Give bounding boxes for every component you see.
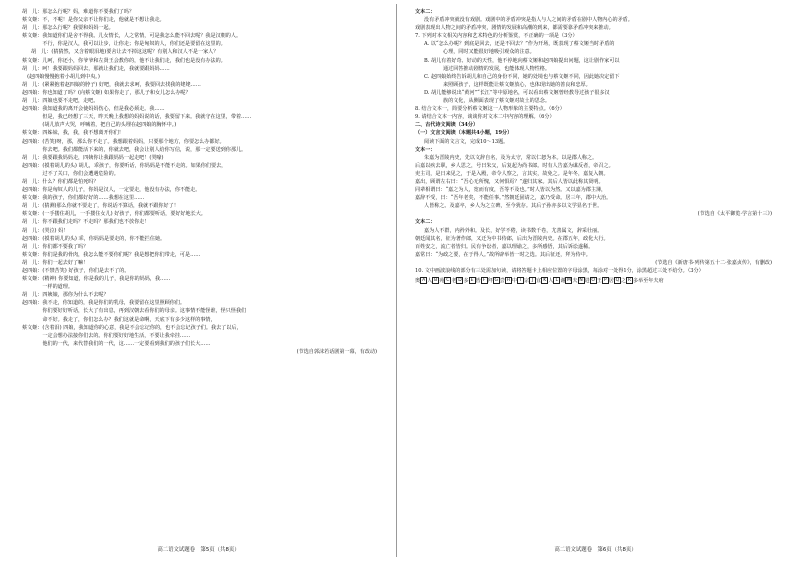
- left-text-line: 你去吧。我们都能活下来的，你就去吧，我会让别人给你写信，说，那一定要送到你那儿。: [22, 146, 247, 153]
- answer-letter-box[interactable]: K: [541, 277, 548, 284]
- answer-letter-box[interactable]: L: [553, 277, 560, 284]
- right-text-line: 9. 请结合文本一内容，谈谈你对文本二中内容的理解。（6分）: [415, 114, 555, 121]
- sequence-char: 老: [451, 278, 457, 285]
- answer-letter-box[interactable]: O: [591, 278, 595, 284]
- sequence-char: 宗: [523, 278, 530, 285]
- sequence-char: 之: [620, 278, 626, 285]
- left-text-line: 蔡文姬：我的孩子，你们都好好的……我想在这里……: [22, 195, 145, 202]
- left-text-line: 胡 儿：你们一起去好了嘛！: [22, 259, 89, 266]
- sequence-char: 夫: [653, 278, 659, 285]
- sequence-char: 府: [658, 278, 664, 285]
- left-text-line: 赵四娘：(摸着胡儿的头) 乖，你妈妈是要走的，你不能拦住她。: [22, 235, 166, 242]
- left-page-footer: 高二语文试题卷 第5页（共8页）: [157, 546, 240, 553]
- left-text-line: 蔡文姬：不，不呢！是你父亲不让你们走，他就是不想让我走。: [22, 17, 165, 24]
- left-text-line: 赵四娘：你是匈奴人的儿子，你妈是汉人，一定要走，他没有办法，你不能走。: [22, 187, 201, 194]
- answer-letter-box[interactable]: A: [422, 278, 426, 284]
- right-text-line: (节选自《太平御览·学言第十三》): [697, 211, 772, 218]
- sequence-char: 至: [643, 278, 649, 285]
- sequence-char: 王: [596, 278, 602, 285]
- right-page-footer: 高二语文试题卷 第6页（共8页）: [554, 546, 637, 553]
- answer-letter-box[interactable]: F: [481, 277, 488, 284]
- right-text-line: 二、古代诗文阅读（34分）: [415, 122, 479, 129]
- right-text-line: 没有矛盾冲突就没有戏剧。戏剧中的矛盾冲突是指人与人之间的矛盾在剧中人物内心的矛盾。: [424, 17, 633, 24]
- answer-letter-box[interactable]: N: [579, 278, 583, 284]
- answer-letter-box[interactable]: R: [627, 278, 632, 284]
- right-page-body: [415, 8, 784, 267]
- left-text-line: 胡 儿：四姨娘，那你为什么不去呢？: [22, 292, 109, 299]
- left-text-line: 胡 儿：那怎么行呢？妈，难道你不要我们了吗？: [22, 9, 135, 15]
- left-text-line: 胡 儿：呵！我要跟妈妈回去，那就让我们走，我就要跟妈妈……: [22, 65, 170, 72]
- answer-letter-box[interactable]: D: [458, 278, 462, 284]
- left-text-line: 胡 儿：那怎么行呢？我要和妈妈一起。: [22, 25, 114, 32]
- right-text-line: C. 赵四娘始终告诉胡儿和自己的身份不同，她的处境也与蔡文姬不同，因此她决定留下: [424, 73, 620, 80]
- right-text-line: 嘉为人不群，内矜外和。及长，好学不倦，读书数千卷，尤善属文，辞采壮丽。: [424, 227, 603, 234]
- answer-letter-box[interactable]: J: [529, 277, 536, 284]
- right-text-line: 阅读下面的文言文，完成10～13题。: [424, 138, 509, 145]
- left-text-line: 胡 儿：你不跟我们走吗？不走吗？那我们也不放你走！: [22, 219, 150, 226]
- right-text-line: 来照顾孩子，这样既能让蔡文姬放心，也体现出她的善良和忠厚。: [443, 81, 591, 88]
- right-text-line: 人皆称之。及嘉卒，乡人为之立碑，至今犹存。其后子孙亦多以文学显名于世。: [424, 203, 603, 210]
- right-page: [397, 0, 794, 561]
- left-text-line: (赵四娘慢慢抱着小胡儿到中央。): [22, 73, 100, 80]
- question-10: 10. 文中画波浪线的部分有三处需加句读，请将答题卡上相应位置的字母涂黑，每涂对一处得1分，涂黑超过三处不给分。（3分）: [415, 268, 704, 274]
- left-text-line: 过不了关口，你们会遭遇危险的。: [22, 170, 119, 177]
- answer-letter-box[interactable]: P: [602, 277, 609, 284]
- right-text-line: （一）文言文阅读（本题共4小题，19分）: [415, 130, 513, 137]
- sequence-char: 居: [608, 278, 614, 285]
- sequence-char: 尝: [499, 278, 505, 285]
- left-text-line: 胡 儿：我要跟我妈妈走，四姨你让我跟妈妈一起走吧！(哭嚎): [22, 154, 164, 161]
- right-text-line: 心理，同时又能很好地吸引观众的注意。: [443, 49, 535, 56]
- right-text-line: 嘉出，顾谓左右曰：“吾心无所愧，又何惧焉？”遂归其家。其后人皆以此称其贤明。: [415, 178, 604, 185]
- sequence-char: 谢: [560, 278, 566, 285]
- left-text-line: 胡 儿：你们都不要我了吗？: [22, 243, 89, 250]
- sequence-char: 举: [638, 278, 644, 285]
- left-text-line: 赵四娘：(苦笑)呀，那，那么你不走了。我想跟着妈妈，只要那个地方，你要怎么办都好。: [22, 138, 225, 145]
- left-text-line: 胡 儿：(猜测)那么你就不要走了，你说话不算话，我就不跟你好了！: [22, 203, 179, 210]
- punctuation-answer-sequence: [415, 277, 784, 285]
- left-text-line: 蔡文姬：你们是我的骨肉，我怎么能不要你们呢？我是想把你们带走，可是……: [22, 251, 201, 258]
- left-text-line: 胡 儿：(哭泣) 妈！: [22, 227, 69, 234]
- left-text-line: 蔡文姬：(一手搂住胡儿，一手搂住女儿) 好孩子，你们都要听话，要好好地长大。: [22, 211, 206, 218]
- right-text-line: 8. 结合文本一，简要分析蔡文姬这一人物形象的主要特点。（6分）: [415, 106, 565, 113]
- left-text-line: 他们的一代，来代替我们的一代，这……一定要看到我们的孩子们长大……: [22, 340, 211, 347]
- right-text-line: 戏剧表现出人物之间的矛盾冲突，剧情的发展和高潮的到来，都需要靠矛盾冲突来推动。: [415, 25, 614, 32]
- right-text-line: 7. 下列对本文相关内容和艺术特色的分析鉴赏，不正确的一项是（3分）: [415, 33, 578, 40]
- sequence-char: 年: [648, 278, 654, 285]
- right-text-line: B. 胡儿有着好奇、好动的天性，他不停地向蔡文姬和赵四娘提出问题，这让剧作家可以: [424, 57, 620, 64]
- right-text-line: 嘉辞不受，曰：“吾年老矣，不能任事。”然朝廷固请之，嘉乃受命。居三年，郡中大治。: [415, 195, 612, 202]
- left-text-line: 一定会想办法接你们去的。你们要好好地生活，不要让我牵挂……: [22, 332, 191, 339]
- right-text-line: 文本一：: [415, 146, 436, 153]
- sequence-char: 中: [511, 278, 517, 285]
- right-text-line: A. 以“怎么办呢？到底是回去，还是不回去？”作为开场，既表现了蔡文姬当时矛盾的: [424, 41, 615, 48]
- sequence-char: 苑: [439, 278, 445, 285]
- answer-letter-box[interactable]: G: [494, 278, 499, 284]
- left-text-line: 胡 儿：(猜猜然，又含着眼泪地)要舍让去不掉这这呢？有别人和汉人不是一家人？: [31, 49, 219, 56]
- left-text-line: 蔡文姬：(含着泪) 四娘，我知道你的心意，我是不会忘记你的，也不会忘记孩子们。我去了以后，: [22, 324, 242, 331]
- sequence-char: 人: [427, 278, 433, 285]
- left-text-line: 你们要好好听话，长大了有出息，再到汉朝去看你们的母亲。这事情不能怪谁，怪只怪我们: [22, 308, 247, 315]
- right-text-line: (节选自《新唐书·列传第五十二·张嘉贞传》，有删改): [655, 259, 772, 266]
- left-text-line: 赵四娘：我知道我的离开会使妈妈伤心，但是我必须走。我……: [22, 106, 165, 113]
- left-text-line: 蔡文姬：(精神) 你要知道，你是我的儿子，我是你的妈妈，我……: [22, 276, 171, 283]
- left-text-line: 赵四娘：我不走，你知道的，我是你们的乳母，我要留在这里照顾你们。: [22, 300, 186, 307]
- sequence-char: 奥: [415, 278, 421, 285]
- sequence-char: 拜: [487, 278, 493, 285]
- left-text-line: 但是，我已经想了三天，昨天晚上我想的妈妈说的话，我要留下来。我就守在这里，带着……: [22, 114, 252, 121]
- right-text-line: 朱嘉为晋陵内史，先以文辞自名，及为太守，常以仁恕为本。以是郡人称之。: [424, 154, 598, 161]
- right-text-line: 族的文化，从侧面表现了蔡文姬对故土的思念。: [443, 98, 550, 105]
- sequence-char: 夫: [572, 278, 578, 285]
- right-text-line: 嘉常曰：“为政之要，在于得人。”故所辟举皆一时之选。其后征还，拜为侍中。: [415, 251, 591, 258]
- left-text-line: 不行，你是汉人，我可以让步，让你走；你是匈奴的人，你们还是要留在这里的。: [22, 41, 226, 48]
- left-text-line: 一样的道理。: [22, 284, 73, 291]
- right-text-line: 通过回答推动剧情的发展，也能体现人物性格。: [443, 65, 550, 72]
- left-text-line: 胡 儿：什么？你们都是怕死吗？: [22, 178, 99, 185]
- sequence-char: 进: [584, 278, 590, 285]
- answer-letter-box[interactable]: M: [566, 278, 571, 284]
- answer-letter-box[interactable]: E: [469, 277, 476, 284]
- answer-letter-box[interactable]: H: [506, 278, 511, 284]
- left-text-line: 胡 儿：(紧紧抱着赵四娘的脖子) 好吧，我就去求呵，我要回去找我的姥姥……: [22, 81, 201, 88]
- left-text-line: 赵四娘：你也知道了吗？(向蔡文姬) 如果你走了，那儿子和女儿怎么办呢？: [22, 89, 191, 96]
- right-text-line: 吏主司，是日来见之，于是入殿，帝令人察之，言其实，故免之。是年冬，嘉复入朝。: [415, 170, 609, 177]
- left-page-body: [22, 8, 389, 348]
- sequence-char: 人: [548, 278, 554, 285]
- sequence-char: 宜: [536, 278, 542, 285]
- answer-letter-box[interactable]: I: [517, 277, 524, 284]
- right-text-line: 后嘉以疾去职，乡人思之，号曰朱父，后复起为尚书郎。时有人告嘉为谋反者，帝召之。: [415, 162, 614, 169]
- right-text-line: 百姓安之，流亡者皆归。民有争讼者，嘉以理谕之，多所感悟，其后诉讼遂稀。: [415, 243, 594, 250]
- right-text-line: 文本二：: [415, 9, 436, 15]
- answer-letter-box[interactable]: B: [434, 278, 438, 284]
- left-text-line: 命不好。我走了，你们怎么办？我们这就是命啊，天底下有多少这样的事情，: [22, 316, 216, 323]
- right-text-line: 朝廷闻其名，征为著作郎，又迁为中书侍郎，后出为晋陵内史。在郡五年，政化大行。: [415, 235, 609, 242]
- answer-letter-box[interactable]: C: [446, 278, 450, 284]
- left-source-note: (节选自郭沫若话剧第一幕，有改动): [296, 348, 377, 355]
- sequence-char: 多: [632, 278, 639, 285]
- right-text-line: 文本二：: [415, 219, 436, 226]
- right-text-line: D. 胡儿能够说出“黄河”“长江”等中原地名，可以看出蔡文姬曾经教导过孩子很多汉: [424, 89, 610, 96]
- left-text-line: 蔡文姬：四姊妹，我，我，我不想离开你们！: [22, 130, 124, 137]
- answer-letter-box[interactable]: Q: [615, 278, 620, 284]
- left-text-line: (胡儿放声大哭，呼喊着，把自己的头埋在赵四娘的胸怀中。): [22, 122, 177, 129]
- right-text-line: 同辈相谓曰：“嘉之为人，宽而有度，吾等不及也。”时人皆以为然。又以嘉为郡主簿，: [415, 187, 607, 194]
- left-text-line: 赵四娘：(不禁苦笑) 好孩子，你们是去不了的。: [22, 268, 130, 274]
- left-text-line: 蔡文姬：儿呵，你还小，你爷爷和左贤王会教你的，他不让我们走，我们也是没有办法的。: [22, 57, 226, 64]
- left-text-line: 胡 儿：四娘也要不走吧，走吧。: [22, 98, 99, 105]
- sequence-char: 多: [463, 278, 469, 285]
- left-text-line: 蔡文姬：我知道你们是舍不得我。儿女情长，人之常情，可是我怎么能不回去呢？我是汉朝的人。: [22, 33, 242, 40]
- left-text-line: 赵四娘：(摸着胡儿的头) 胡儿，乖孩子，你要听话，你妈妈是不能不走的。如果你们要去，: [22, 162, 227, 169]
- sequence-char: 皆: [475, 278, 481, 285]
